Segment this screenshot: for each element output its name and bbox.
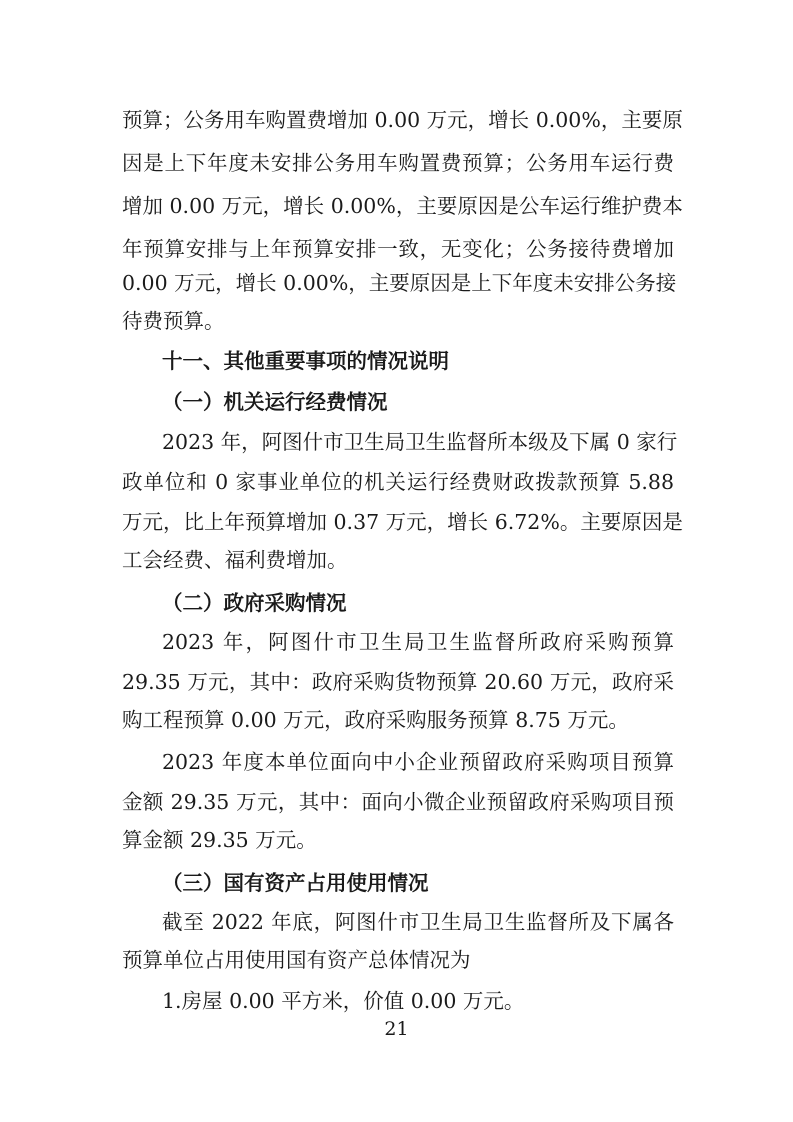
body-line: 29.35 万元，其中：政府采购货物预算 20.60 万元，政府采 — [122, 670, 674, 694]
body-line: 2023 年，阿图什市卫生局卫生监督所本级及下属 0 家行 — [162, 430, 678, 454]
body-line: 截至 2022 年底，阿图什市卫生局卫生监督所及下属各 — [162, 910, 674, 934]
section-heading: 十一、其他重要事项的情况说明 — [162, 349, 449, 373]
body-line: 预算单位占用使用国有资产总体情况为 — [122, 948, 471, 972]
subsection-heading: （一）机关运行经费情况 — [162, 390, 388, 414]
body-line: 政单位和 0 家事业单位的机关运行经费财政拨款预算 5.88 — [122, 470, 674, 494]
body-line: 万元，比上年预算增加 0.37 万元，增长 6.72%。主要原因是 — [122, 510, 683, 534]
subsection-heading: （二）政府采购情况 — [162, 591, 347, 615]
body-line: 金额 29.35 万元，其中：面向小微企业预留政府采购项目预 — [122, 790, 674, 814]
page-number: 21 — [384, 1018, 409, 1040]
body-line: 预算；公务用车购置费增加 0.00 万元，增长 0.00%，主要原 — [122, 108, 683, 132]
body-line: 增加 0.00 万元，增长 0.00%，主要原因是公车运行维护费本 — [122, 194, 683, 218]
body-line: 1.房屋 0.00 平方米，价值 0.00 万元。 — [162, 989, 525, 1013]
body-line: 0.00 万元，增长 0.00%，主要原因是上下年度未安排公务接 — [122, 271, 677, 295]
body-line: 工会经费、福利费增加。 — [122, 548, 348, 572]
body-line: 待费预算。 — [122, 309, 225, 333]
body-line: 因是上下年度未安排公务用车购置费预算；公务用车运行费 — [122, 151, 674, 175]
body-line: 2023 年，阿图什市卫生局卫生监督所政府采购预算 — [162, 630, 674, 654]
body-line: 年预算安排与上年预算安排一致，无变化；公务接待费增加 — [122, 237, 674, 261]
body-line: 购工程预算 0.00 万元，政府采购服务预算 8.75 万元。 — [122, 708, 629, 732]
subsection-heading: （三）国有资产占用使用情况 — [162, 871, 429, 895]
body-line: 算金额 29.35 万元。 — [122, 828, 317, 852]
body-line: 2023 年度本单位面向中小企业预留政府采购项目预算 — [162, 750, 674, 774]
